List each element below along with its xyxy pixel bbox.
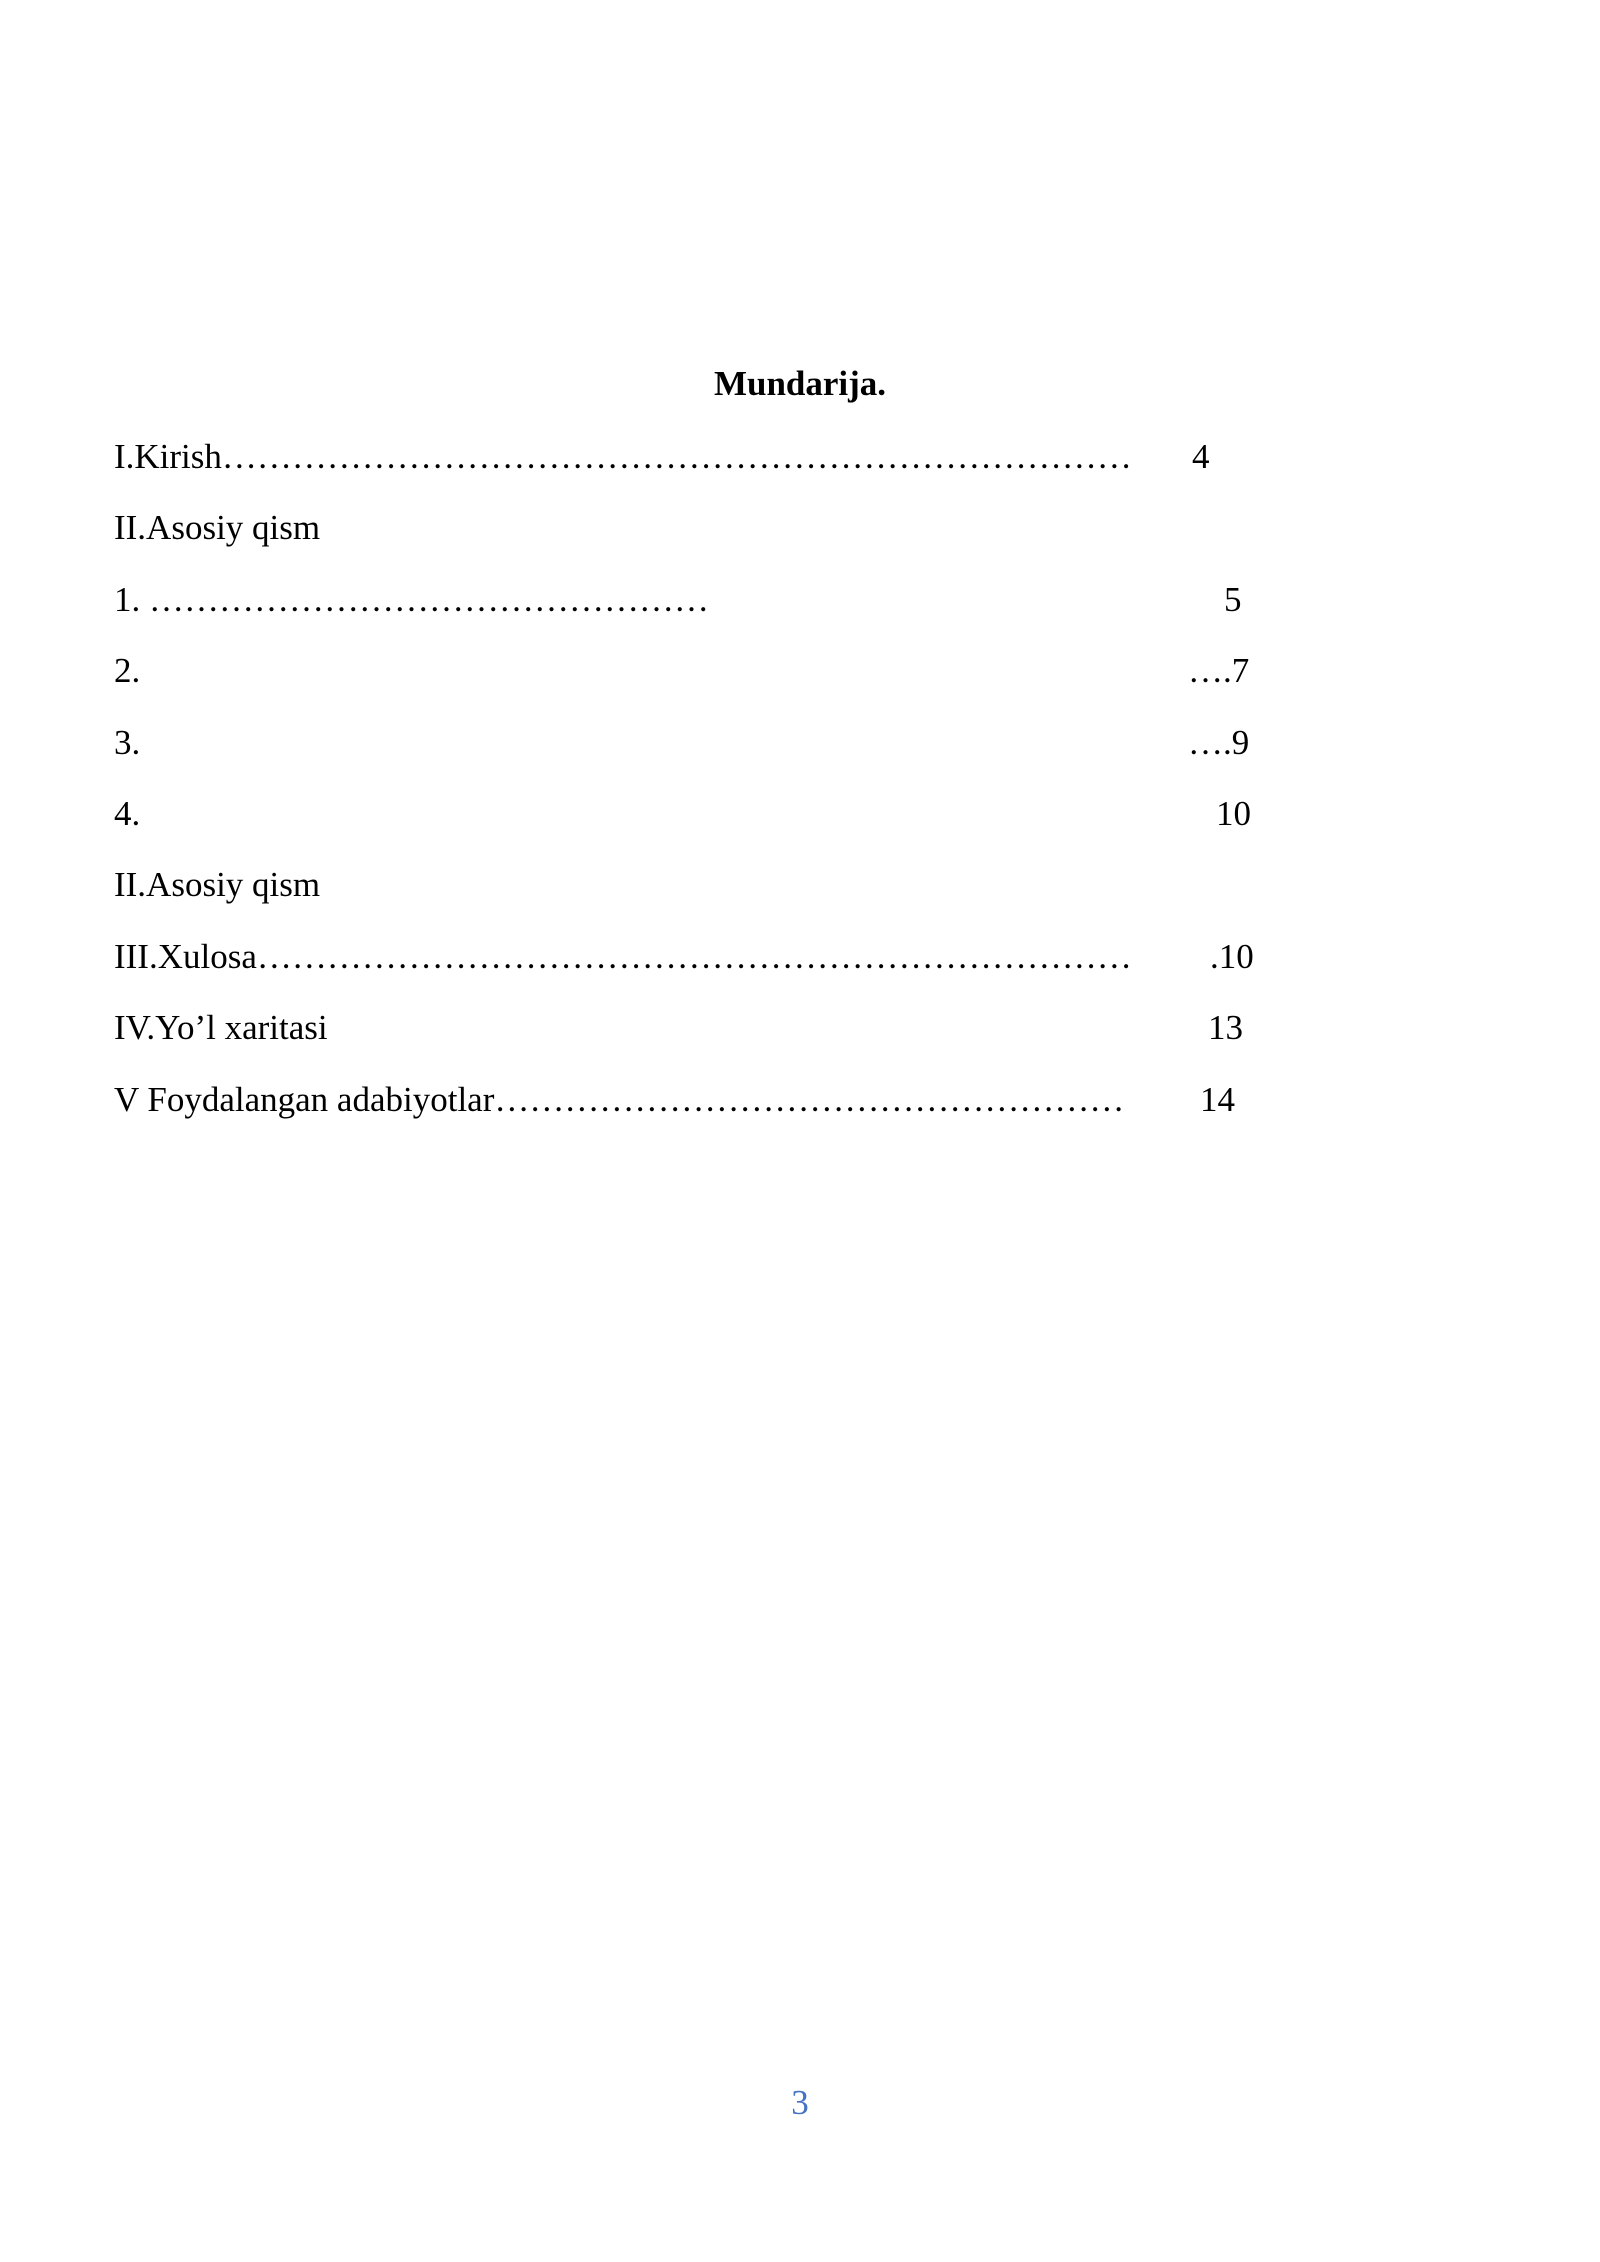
- toc-entry-5-text: 3.: [114, 723, 141, 762]
- toc-entry-1-page: 4: [1192, 437, 1210, 476]
- toc-entry-1-text: I.Kirish……………………………………………………………………: [114, 437, 1132, 476]
- toc-entry-3-page: 5: [1224, 580, 1242, 619]
- toc-entry-2-text: II.Asosiy qism: [114, 508, 321, 547]
- toc-entry-5-page: ….9: [1188, 723, 1250, 762]
- toc-title: Mundarija.: [713, 364, 887, 403]
- toc-entry-10-page: 14: [1200, 1080, 1235, 1119]
- toc-entry-4-text: 2.: [114, 651, 141, 690]
- toc-entry-8-text: III.Xulosa…………………………………………………………………: [114, 937, 1132, 976]
- toc-entry-8-page: .10: [1210, 937, 1254, 976]
- toc-entry-6-page: 10: [1216, 794, 1251, 833]
- toc-entry-3-text: 1. …………………………………………: [114, 580, 709, 619]
- toc-entry-7-text: II.Asosiy qism: [114, 865, 321, 904]
- page-number: 3: [791, 2083, 809, 2122]
- toc-entry-6-text: 4.: [114, 794, 141, 833]
- toc-entry-4-page: ….7: [1188, 651, 1250, 690]
- toc-entry-10-text: V Foydalangan adabiyotlar………………………………………………: [114, 1080, 1125, 1119]
- toc-entry-9-page: 13: [1208, 1008, 1243, 1047]
- toc-entry-9-text: IV.Yo’l xaritasi: [114, 1008, 328, 1047]
